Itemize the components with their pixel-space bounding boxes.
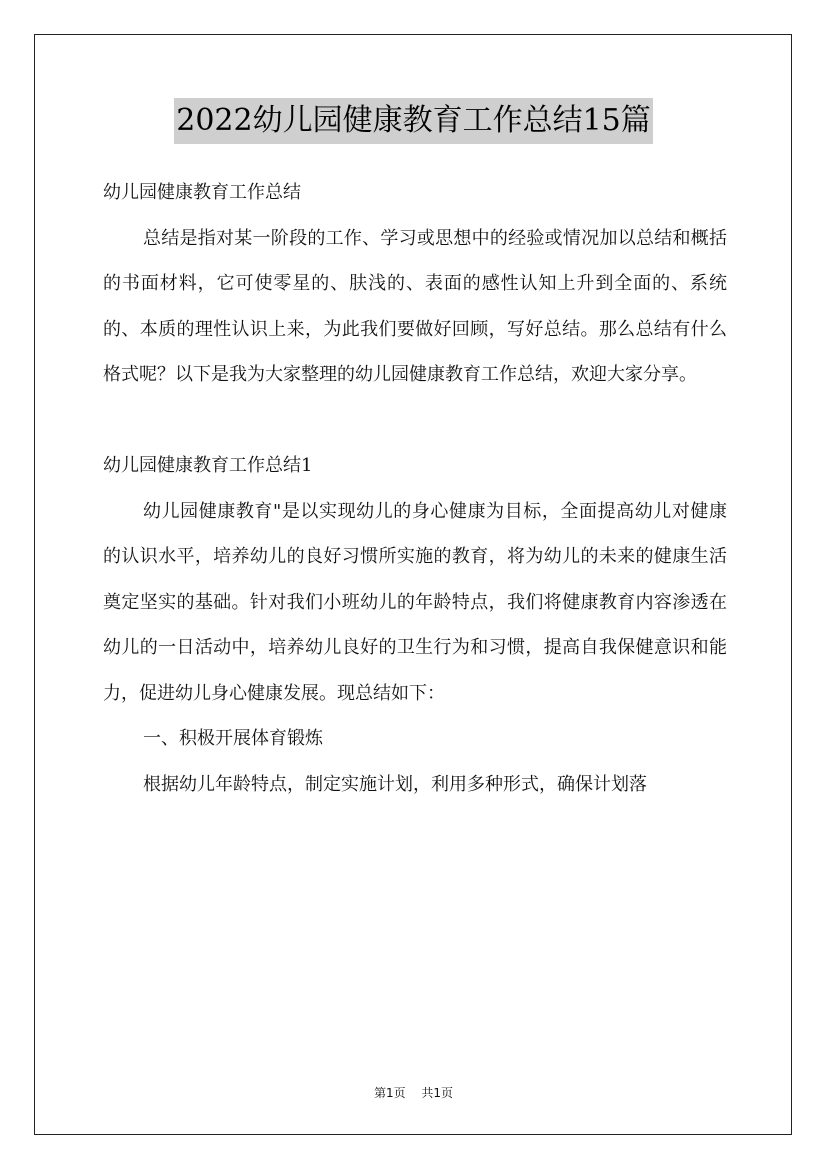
document-body: [103, 170, 727, 807]
page-footer: [0, 1084, 827, 1101]
title-container: [0, 98, 827, 144]
document-title: 2022幼儿园健康教育工作总结15篇: [174, 98, 653, 144]
section-paragraph: 幼儿园健康教育"是以实现幼儿的身心健康为目标，全面提高幼儿对健康的认识水平，培养幼儿的良好习惯所实施的教育，将为幼儿的未来的健康生活奠定坚实的基础。针对我们小班幼儿的年龄特点，我们将健康教育内容渗透在幼儿的一日活动中，培养幼儿良好的卫生行为和习惯，提高自我保健意识和能力，促进幼儿身心健康发展。现总结如下：: [103, 500, 727, 704]
page-number: 第1页: [373, 1086, 406, 1100]
blank-line: [103, 398, 727, 444]
intro-paragraph: 总结是指对某一阶段的工作、学习或思想中的经验或情况加以总结和概括的书面材料，它可使零星的、肤浅的、表面的感性认知上升到全面的、系统的、本质的理性认识上来，为此我们要做好回顾，写好总结。那么总结有什么格式呢？以下是我为大家整理的幼儿园健康教育工作总结，欢迎大家分享。: [103, 227, 727, 385]
subheading: 一、积极开展体育锻炼: [143, 728, 323, 749]
section-heading: 幼儿园健康教育工作总结1: [103, 455, 313, 476]
document-subtitle: 幼儿园健康教育工作总结: [103, 182, 301, 203]
truncated-paragraph: 根据幼儿年龄特点，制定实施计划，利用多种形式，确保计划落: [143, 773, 647, 795]
page-total: 共1页: [421, 1086, 454, 1100]
